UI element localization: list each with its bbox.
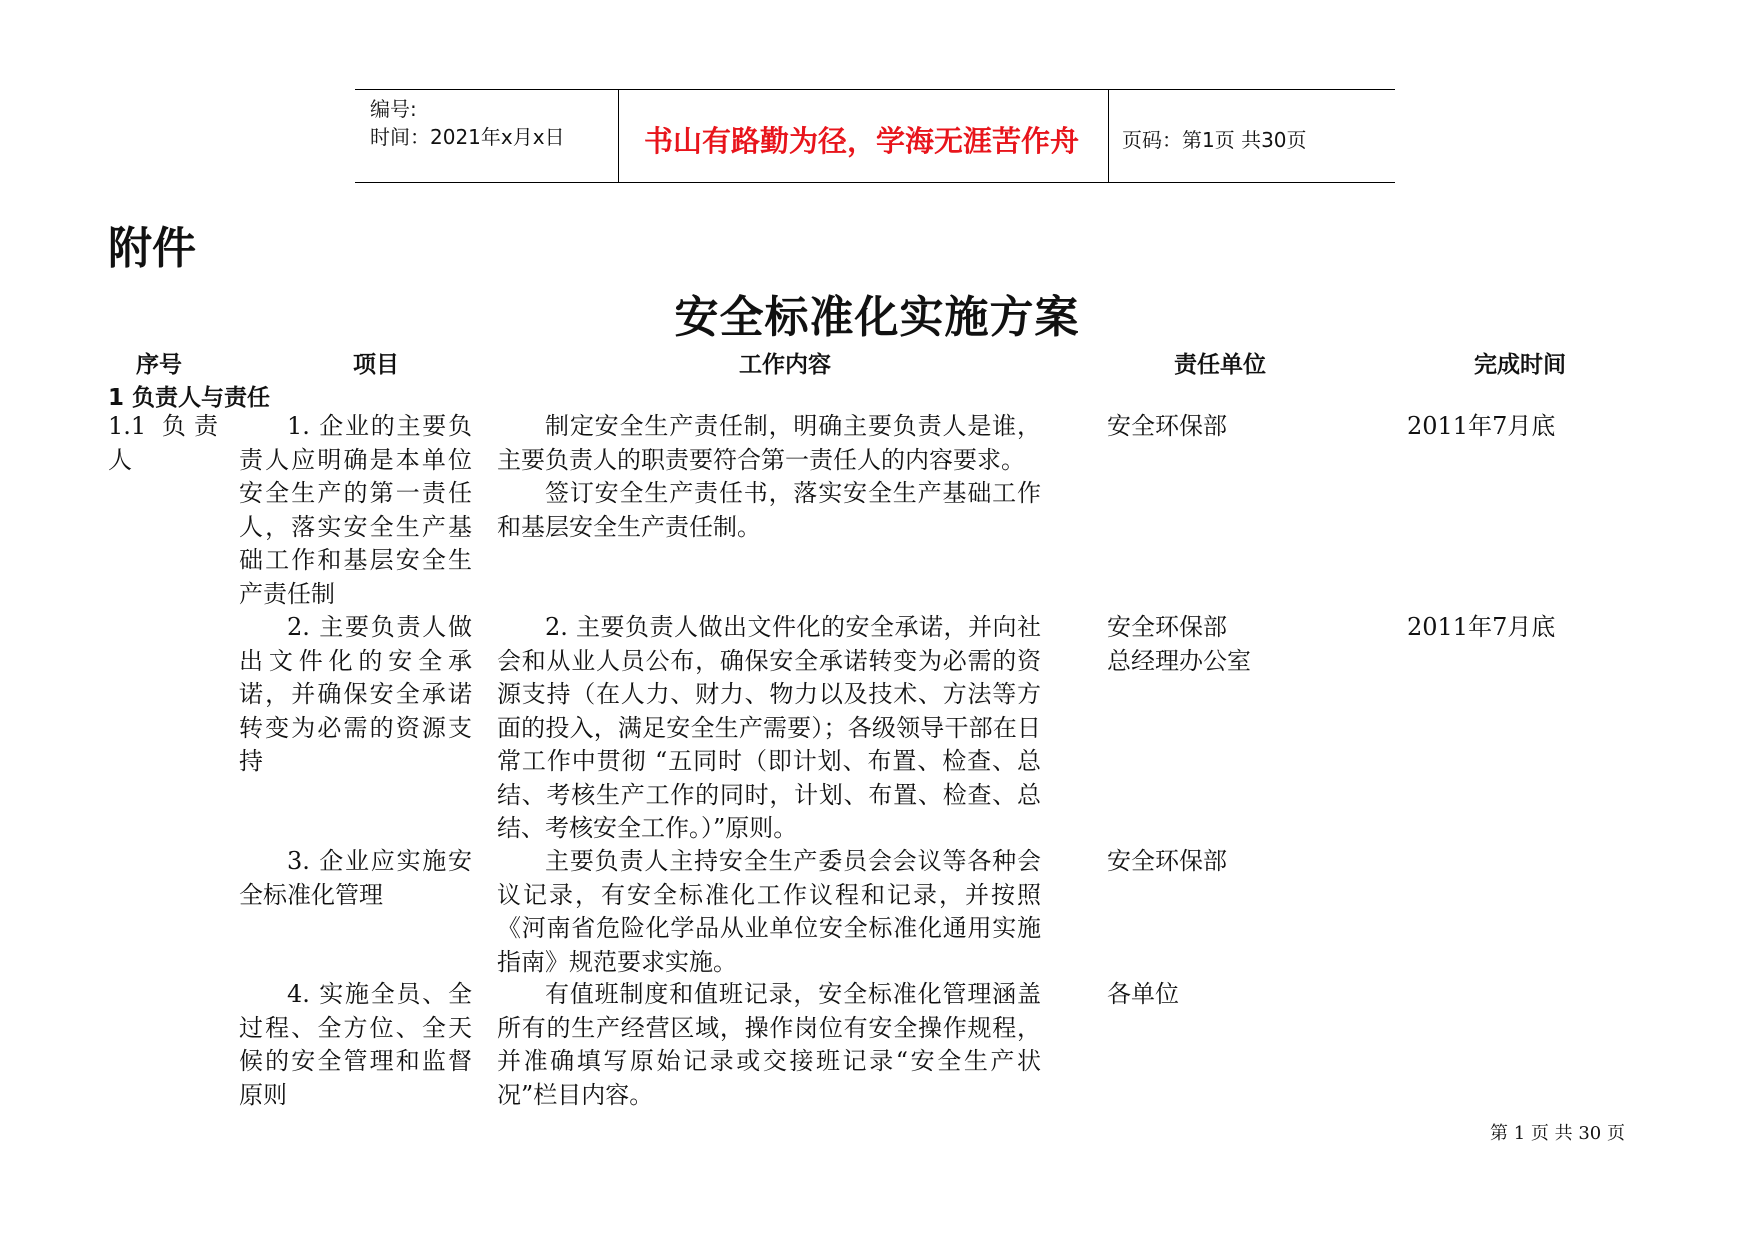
row-work-content: 有值班制度和值班记录，安全标准化管理涵盖所有的生产经营区域，操作岗位有安全操作规程，并准确填写原始记录或交接班记录“安全生产状况”栏目内容。 (497, 980, 1041, 1109)
row-number: 1.1 负责人 (108, 412, 218, 474)
row-responsible-unit: 安全环保部 (1107, 847, 1227, 875)
header-divider-left (618, 89, 619, 183)
row-completion-time: 2011年7月底 (1407, 613, 1556, 641)
row-work-content: 主要负责人主持安全生产委员会会议等各种会议记录，有安全标准化工作议程和记录，并按照《河南省危险化学品从业单位安全标准化通用实施指南》规范要求实施。 (497, 847, 1041, 976)
row-item: 4. 实施全员、全过程、全方位、全天候的安全管理和监督原则 (239, 980, 472, 1109)
row-item: 1. 企业的主要负责人应明确是本单位安全生产的第一责任人，落实安全生产基础工作和基层安全生产责任制 (239, 412, 472, 608)
work-paragraph: 签订安全生产责任书，落实安全生产基础工作和基层安全生产责任制。 (497, 479, 1041, 541)
column-header-time: 完成时间 (1474, 352, 1566, 378)
header-top-rule (355, 89, 1395, 90)
header-divider-right (1108, 89, 1109, 183)
row-work-content: 2. 主要负责人做出文件化的安全承诺，并向社会和从业人员公布，确保安全承诺转变为必需的资源支持（在人力、财力、物力以及技术、方法等方面的投入，满足安全生产需要）；各级领导干部在日常工作中贯彻 “五同时（即计划、布置、检查、总结、考核生产工作的同时，计划、布置、检查、总结、考核安全工作。）”原则。 (497, 613, 1041, 842)
row-responsible-unit: 安全环保部 总经理办公室 (1107, 613, 1251, 675)
page-info: 页码：第1页 共30页 (1122, 128, 1307, 152)
attachment-label: 附件 (108, 223, 196, 274)
page-footer: 第 1 页 共 30 页 (1490, 1123, 1625, 1144)
header-bottom-rule (355, 182, 1395, 183)
column-header-item: 项目 (353, 352, 399, 378)
section-heading: 1 负责人与责任 (108, 385, 271, 411)
document-number-label: 编号: (370, 97, 417, 121)
document-date: 时间：2021年x月x日 (370, 125, 565, 149)
work-paragraph: 制定安全生产责任制，明确主要负责人是谁，主要负责人的职责要符合第一责任人的内容要求。 (497, 412, 1041, 474)
row-work-content (497, 410, 1041, 544)
row-responsible-unit: 安全环保部 (1107, 412, 1227, 440)
motto: 书山有路勤为径，学海无涯苦作舟 (644, 124, 1080, 158)
row-completion-time: 2011年7月底 (1407, 412, 1556, 440)
row-item: 2. 主要负责人做出文件化的安全承诺，并确保安全承诺转变为必需的资源支持 (239, 613, 472, 775)
row-responsible-unit: 各单位 (1107, 980, 1179, 1008)
column-header-unit: 责任单位 (1174, 352, 1266, 378)
column-header-seq: 序号 (136, 352, 182, 378)
document-title: 安全标准化实施方案 (674, 292, 1080, 343)
column-header-work: 工作内容 (739, 352, 831, 378)
row-item: 3. 企业应实施安全标准化管理 (239, 847, 472, 909)
